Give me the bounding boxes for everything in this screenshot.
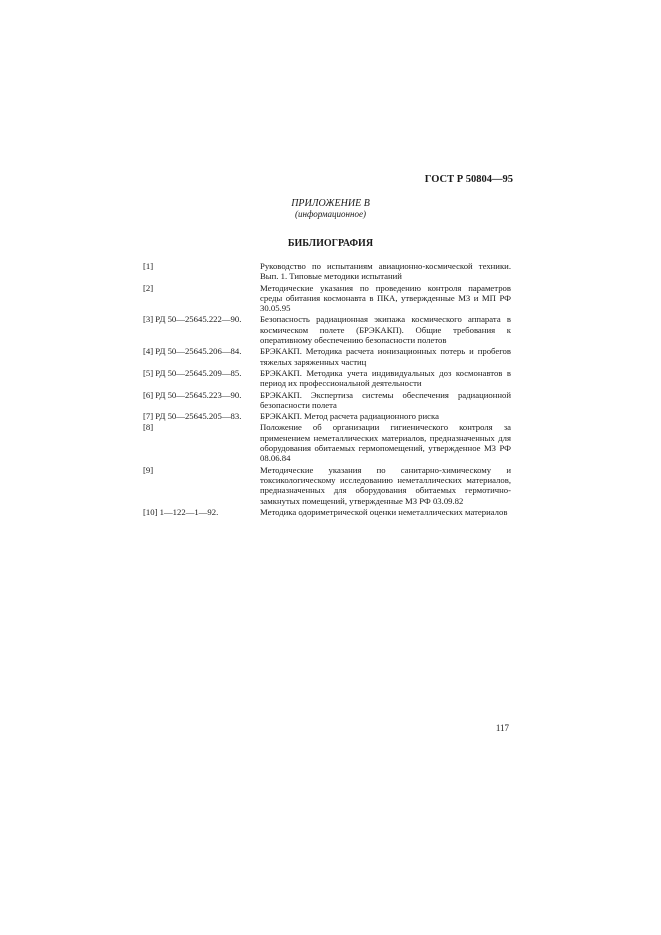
appendix-heading [0,198,661,220]
bibliography-title: БИБЛИОГРАФИЯ [287,238,374,249]
bibliography-ref: [1] [143,261,154,271]
bibliography-entry [143,422,511,463]
bibliography-ref: [9] [143,464,154,475]
bibliography-entry [143,368,511,389]
bibliography-text: Безопасность радиационная экипажа космического аппарата в космическом полете (БРЭКАКП). Общие требования к оперативному обеспечению безопасности полетов [260,314,511,346]
bibliography-text: Положение об организации гигиенического контроля за применением неметаллических материалов, предназначенных для оборудования обитаемых гермопомещений, утвержденное МЗ РФ 08.06.84 [260,422,511,464]
bibliography-entry [143,261,511,282]
bibliography-ref: [4] РД 50—25645.206—84. [143,346,242,357]
bibliography-list [143,261,511,518]
page-number: 117 [495,723,509,733]
bibliography-ref: [6] РД 50—25645.223—90. [143,389,242,400]
bibliography-text: БРЭКАКП. Экспертиза системы обеспечения радиационной безопасности полета [260,389,511,410]
bibliography-text: Методические указания по проведению контроля параметров среды обитания космонавта в ПКА, утвержденные МЗ и МП РФ 30.05.95 [260,282,511,314]
bibliography-ref: [5] РД 50—25645.209—85. [143,367,242,378]
bibliography-entry [143,507,511,517]
document-standard-number: ГОСТ Р 50804—95 [424,174,513,185]
bibliography-ref: [2] [143,282,154,293]
bibliography-ref: [8] [143,422,154,433]
bibliography-ref: [3] РД 50—25645.222—90. [143,314,242,325]
bibliography-entry [143,465,511,506]
appendix-title: ПРИЛОЖЕНИЕ В [291,198,370,209]
bibliography-text: БРЭКАКП. Методика расчета ионизационных потерь и пробегов тяжелых заряженных частиц [260,346,511,367]
bibliography-text: БРЭКАКП. Метод расчета радиационного риска [260,411,439,422]
bibliography-text: Руководство по испытаниям авиационно-космической техники. Вып. 1. Типовые методики испытаний [260,261,511,282]
bibliography-entry [143,390,511,411]
bibliography-entry [143,346,511,367]
bibliography-entry [143,314,511,345]
bibliography-entry [143,411,511,421]
bibliography-text: БРЭКАКП. Методика учета индивидуальных доз космонавтов в период их профессиональной деятельности [260,367,511,389]
appendix-subtitle: (информационное) [295,209,366,219]
bibliography-entry [143,283,511,314]
bibliography-ref: [7] РД 50—25645.205—83. [143,411,242,422]
bibliography-ref: [10] 1—122—1—92. [143,506,219,517]
bibliography-text: Методические указания по санитарно-химическому и токсикологическому исследованию неметаллических материалов, предназначенных для оборудования обитаемых гермотично-замкнутых помещений, утвержденные МЗ РФ 03.09.82 [260,464,511,506]
bibliography-text: Методика одориметрической оценки неметаллических материалов [260,506,508,517]
